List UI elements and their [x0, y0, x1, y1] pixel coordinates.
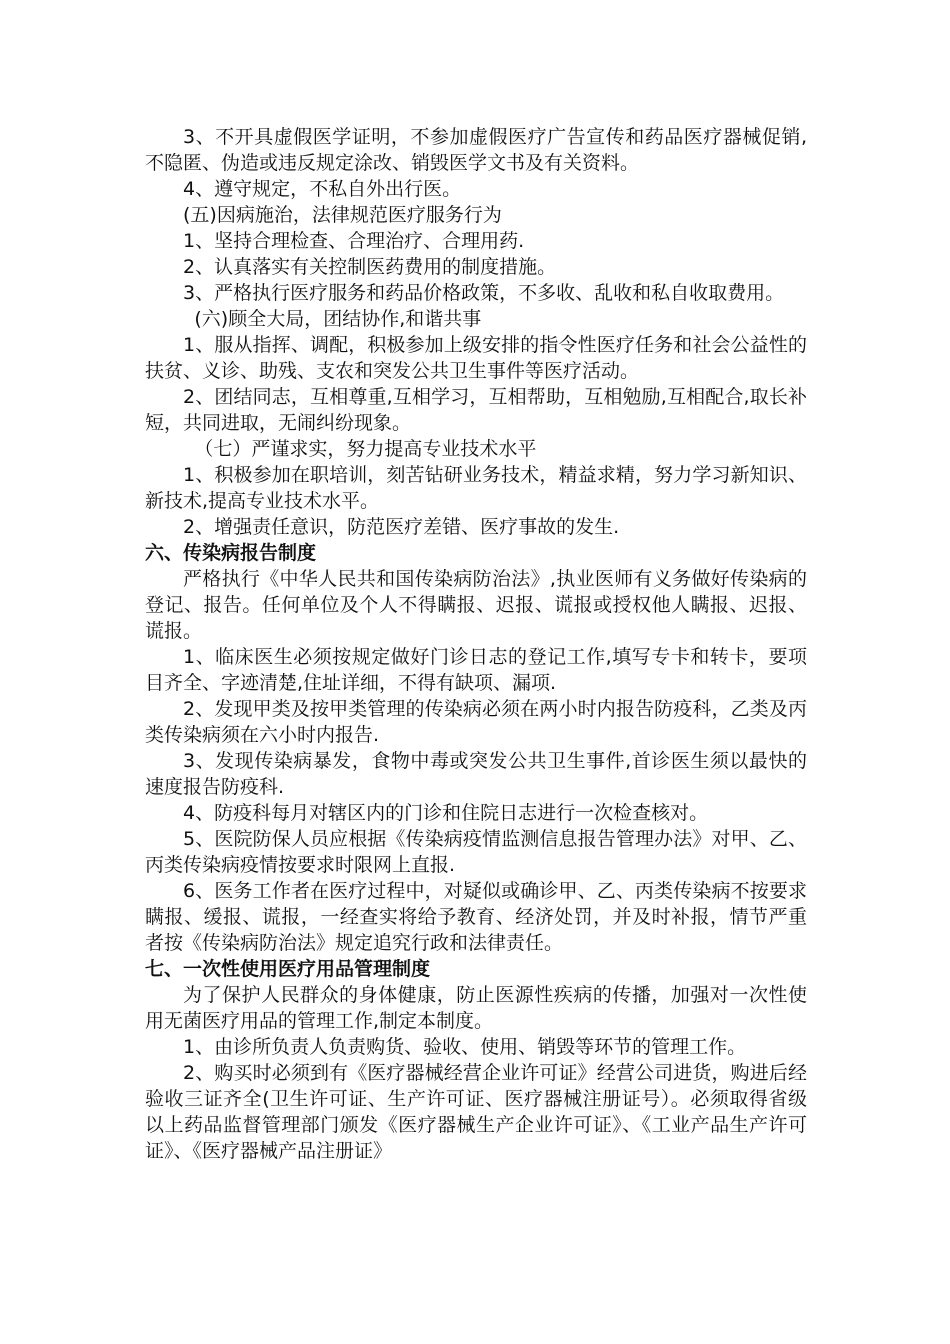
paragraph: 3、不开具虚假医学证明，不参加虚假医疗广告宣传和药品医疗器械促销,不隐匿、伪造或违反规定涂改、销毁医学文书及有关资料。 — [145, 126, 807, 174]
paragraph: 2、团结同志，互相尊重,互相学习，互相帮助，互相勉励,互相配合,取长补短，共同进取，无闹纠纷现象。 — [145, 386, 807, 434]
subsection-heading: （七）严谨求实，努力提高专业技术水平 — [194, 438, 537, 460]
paragraph: 为了保护人民群众的身体健康，防止医源性疾病的传播，加强对一次性使用无菌医疗用品的管理工作,制定本制度。 — [145, 984, 807, 1032]
paragraph: 1、坚持合理检查、合理治疗、合理用药. — [183, 230, 525, 252]
section-heading: 七、一次性使用医疗用品管理制度 — [145, 958, 431, 980]
paragraph: 2、发现甲类及按甲类管理的传染病必须在两小时内报告防疫科，乙类及丙类传染病须在六小时内报告. — [145, 698, 807, 746]
paragraph: 1、服从指挥、调配，积极参加上级安排的指令性医疗任务和社会公益性的扶贫、义诊、助残、支农和突发公共卫生事件等医疗活动。 — [145, 334, 807, 382]
paragraph: 1、积极参加在职培训，刻苦钻研业务技术，精益求精，努力学习新知识、新技术,提高专业技术水平。 — [145, 464, 807, 512]
paragraph: 1、临床医生必须按规定做好门诊日志的登记工作,填写专卡和转卡，要项目齐全、字迹清楚,住址详细，不得有缺项、漏项. — [145, 646, 807, 694]
subsection-heading: (五)因病施治，法律规范医疗服务行为 — [183, 204, 502, 226]
paragraph: 3、严格执行医疗服务和药品价格政策，不多收、乱收和私自收取费用。 — [183, 282, 785, 304]
paragraph: 6、医务工作者在医疗过程中，对疑似或确诊甲、乙、丙类传染病不按要求瞒报、缓报、谎报，一经查实将给予教育、经济处罚，并及时补报，情节严重者按《传染病防治法》规定追究行政和法律责任。 — [145, 880, 807, 954]
paragraph: 4、防疫科每月对辖区内的门诊和住院日志进行一次检查核对。 — [183, 802, 709, 824]
paragraph: 5、医院防保人员应根据《传染病疫情监测信息报告管理办法》对甲、乙、丙类传染病疫情按要求时限网上直报. — [145, 828, 807, 876]
paragraph: 2、购买时必须到有《医疗器械经营企业许可证》经营公司进货，购进后经验收三证齐全(卫生许可证、生产许可证、医疗器械注册证号）。必须取得省级以上药品监督管理部门颁发《医疗器械生产企业许可证》、《工业产品生产许可证》、《医疗器械产品注册证》 — [145, 1062, 807, 1162]
paragraph: 2、增强责任意识，防范医疗差错、医疗事故的发生. — [183, 516, 620, 538]
paragraph: 严格执行《中华人民共和国传染病防治法》,执业医师有义务做好传染病的登记、报告。任何单位及个人不得瞒报、迟报、谎报或授权他人瞒报、迟报、谎报。 — [145, 568, 807, 642]
paragraph: 1、由诊所负责人负责购货、验收、使用、销毁等环节的管理工作。 — [183, 1036, 747, 1058]
paragraph: 3、发现传染病暴发，食物中毒或突发公共卫生事件,首诊医生须以最快的速度报告防疫科. — [145, 750, 807, 798]
paragraph: 4、遵守规定，不私自外出行医。 — [183, 178, 462, 200]
subsection-heading: (六)顾全大局，团结协作,和谐共事 — [194, 308, 482, 330]
document-page — [145, 124, 807, 1164]
paragraph: 2、认真落实有关控制医药费用的制度措施。 — [183, 256, 557, 278]
section-heading: 六、传染病报告制度 — [145, 542, 317, 564]
